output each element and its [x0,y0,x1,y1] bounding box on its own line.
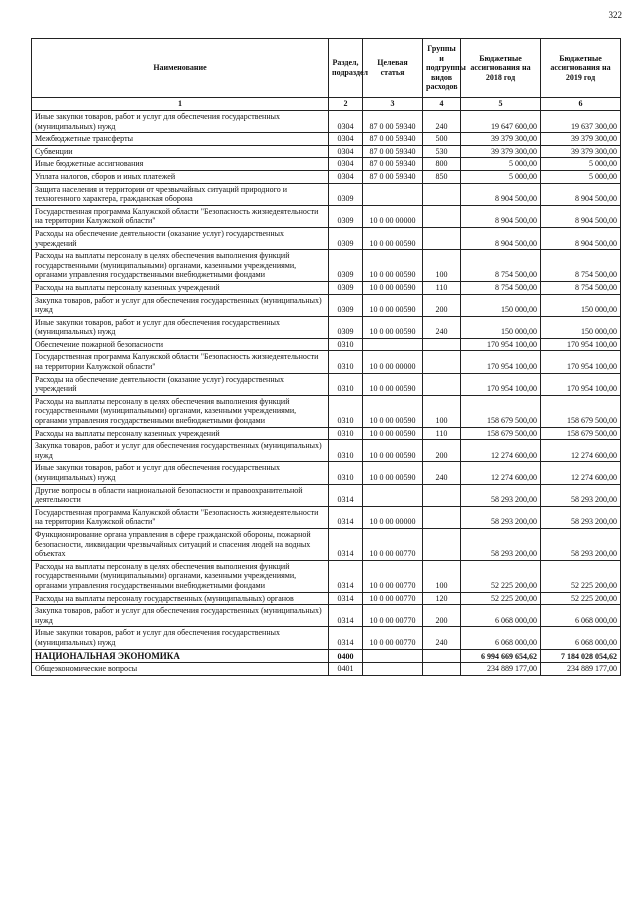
row-name: Расходы на обеспечение деятельности (оказание услуг) государственных учреждений [32,373,329,395]
row-target: 10 0 00 00590 [363,281,423,294]
row-name: Другие вопросы в области национальной безопасности и правоохранительной деятельности [32,484,329,506]
row-target [363,183,423,205]
row-budget-2018: 8 904 500,00 [461,205,541,227]
row-budget-2018: 5 000,00 [461,158,541,171]
row-name: Иные закупки товаров, работ и услуг для обеспечения государственных (муниципальных) нужд [32,627,329,649]
row-budget-2018: 6 994 669 654,62 [461,649,541,663]
row-group: 500 [423,133,461,146]
row-group [423,528,461,560]
table-row [32,205,621,227]
row-budget-2018: 8 904 500,00 [461,183,541,205]
row-target: 10 0 00 00770 [363,605,423,627]
row-budget-2018: 19 647 600,00 [461,111,541,133]
row-section: 0314 [329,506,363,528]
table-row [32,627,621,649]
table-row [32,605,621,627]
row-budget-2018: 170 954 100,00 [461,338,541,351]
row-budget-2019: 39 379 300,00 [541,145,621,158]
header-budget-2018: Бюджетные ассигнования на 2018 год [461,39,541,98]
row-budget-2018: 158 679 500,00 [461,395,541,427]
row-budget-2019: 7 184 028 054,62 [541,649,621,663]
row-budget-2018: 6 068 000,00 [461,627,541,649]
row-name: Защита населения и территории от чрезвычайных ситуаций природного и техногенного характера, гражданская оборона [32,183,329,205]
row-name: НАЦИОНАЛЬНАЯ ЭКОНОМИКА [32,649,329,663]
row-budget-2019: 170 954 100,00 [541,373,621,395]
row-group [423,205,461,227]
row-group: 110 [423,281,461,294]
row-section: 0309 [329,281,363,294]
row-name: Расходы на выплаты персоналу в целях обеспечения выполнения функций государственными (муниципальными) органами, казенными учреждениями, органами управления государственными внебюджетными фондами [32,250,329,282]
row-group: 240 [423,627,461,649]
row-group: 800 [423,158,461,171]
row-group [423,506,461,528]
table-row [32,440,621,462]
row-budget-2018: 170 954 100,00 [461,373,541,395]
row-section: 0314 [329,605,363,627]
row-budget-2018: 8 904 500,00 [461,227,541,249]
table-row [32,338,621,351]
row-target: 87 0 00 59340 [363,111,423,133]
row-target: 10 0 00 00000 [363,205,423,227]
row-budget-2018: 5 000,00 [461,170,541,183]
row-budget-2019: 234 889 177,00 [541,663,621,676]
row-section: 0309 [329,294,363,316]
row-budget-2019: 6 068 000,00 [541,605,621,627]
row-group [423,351,461,373]
table-row [32,462,621,484]
table-row [32,250,621,282]
row-section: 0309 [329,205,363,227]
row-name: Расходы на выплаты персоналу в целях обеспечения выполнения функций государственными (муниципальными) органами, казенными учреждениями, органами управления государственными внебюджетными фондами [32,395,329,427]
row-budget-2019: 58 293 200,00 [541,484,621,506]
table-row [32,528,621,560]
row-budget-2019: 158 679 500,00 [541,395,621,427]
row-budget-2018: 6 068 000,00 [461,605,541,627]
row-section: 0310 [329,440,363,462]
table-row [32,281,621,294]
row-name: Закупка товаров, работ и услуг для обеспечения государственных (муниципальных) нужд [32,294,329,316]
table-row [32,484,621,506]
row-budget-2019: 150 000,00 [541,294,621,316]
row-budget-2018: 52 225 200,00 [461,592,541,605]
row-budget-2019: 8 904 500,00 [541,183,621,205]
row-budget-2018: 150 000,00 [461,316,541,338]
table-row [32,395,621,427]
row-name: Иные закупки товаров, работ и услуг для обеспечения государственных (муниципальных) нужд [32,316,329,338]
row-target: 10 0 00 00590 [363,250,423,282]
row-target: 10 0 00 00590 [363,395,423,427]
row-group [423,649,461,663]
row-name: Межбюджетные трансферты [32,133,329,146]
row-target [363,484,423,506]
row-group: 200 [423,294,461,316]
row-group: 100 [423,560,461,592]
column-number-row [32,98,621,111]
row-budget-2019: 5 000,00 [541,158,621,171]
row-section: 0314 [329,592,363,605]
row-target: 10 0 00 00590 [363,316,423,338]
row-section: 0309 [329,227,363,249]
row-group [423,373,461,395]
row-section: 0304 [329,145,363,158]
header-group: Группы и подгруппы видов расходов [423,39,461,98]
row-budget-2018: 58 293 200,00 [461,506,541,528]
table-row [32,649,621,663]
row-group [423,338,461,351]
row-budget-2019: 170 954 100,00 [541,351,621,373]
row-budget-2018: 158 679 500,00 [461,427,541,440]
column-number: 1 [32,98,329,111]
table-row [32,294,621,316]
row-target: 87 0 00 59340 [363,158,423,171]
row-name: Субвенции [32,145,329,158]
row-budget-2019: 58 293 200,00 [541,506,621,528]
row-budget-2018: 39 379 300,00 [461,133,541,146]
row-group: 200 [423,440,461,462]
row-budget-2019: 12 274 600,00 [541,462,621,484]
row-budget-2018: 170 954 100,00 [461,351,541,373]
row-budget-2019: 8 754 500,00 [541,250,621,282]
table-row [32,170,621,183]
table-row [32,183,621,205]
row-group: 200 [423,605,461,627]
budget-table [31,38,621,676]
row-section: 0309 [329,316,363,338]
row-budget-2019: 52 225 200,00 [541,560,621,592]
row-budget-2019: 150 000,00 [541,316,621,338]
row-name: Расходы на выплаты персоналу казенных учреждений [32,281,329,294]
row-section: 0310 [329,395,363,427]
table-row [32,351,621,373]
row-budget-2018: 8 754 500,00 [461,281,541,294]
row-name: Государственная программа Калужской области "Безопасность жизнедеятельности на территории Калужской области" [32,506,329,528]
row-name: Обеспечение пожарной безопасности [32,338,329,351]
column-number: 4 [423,98,461,111]
table-row [32,111,621,133]
row-budget-2019: 5 000,00 [541,170,621,183]
row-name: Расходы на выплаты персоналу государственных (муниципальных) органов [32,592,329,605]
column-number: 5 [461,98,541,111]
row-target [363,338,423,351]
row-section: 0310 [329,351,363,373]
row-budget-2018: 58 293 200,00 [461,484,541,506]
row-budget-2019: 170 954 100,00 [541,338,621,351]
row-section: 0310 [329,338,363,351]
table-row [32,145,621,158]
row-section: 0310 [329,427,363,440]
table-row [32,592,621,605]
table-row [32,133,621,146]
row-section: 0314 [329,560,363,592]
row-group [423,227,461,249]
row-budget-2019: 58 293 200,00 [541,528,621,560]
row-group: 240 [423,316,461,338]
row-target: 10 0 00 00590 [363,427,423,440]
row-section: 0401 [329,663,363,676]
row-group: 120 [423,592,461,605]
row-budget-2019: 8 754 500,00 [541,281,621,294]
row-name: Иные закупки товаров, работ и услуг для обеспечения государственных (муниципальных) нужд [32,111,329,133]
row-budget-2018: 12 274 600,00 [461,462,541,484]
row-group: 850 [423,170,461,183]
row-target: 10 0 00 00590 [363,294,423,316]
row-name: Иные бюджетные ассигнования [32,158,329,171]
row-budget-2018: 150 000,00 [461,294,541,316]
row-group [423,663,461,676]
row-budget-2019: 158 679 500,00 [541,427,621,440]
table-row [32,158,621,171]
row-target: 87 0 00 59340 [363,133,423,146]
row-section: 0304 [329,170,363,183]
row-name: Уплата налогов, сборов и иных платежей [32,170,329,183]
table-header-row [32,39,621,98]
table-body [32,111,621,676]
header-target: Целевая статья [363,39,423,98]
row-target: 87 0 00 59340 [363,145,423,158]
row-section: 0304 [329,133,363,146]
row-target: 10 0 00 00000 [363,351,423,373]
row-section: 0400 [329,649,363,663]
table-row [32,663,621,676]
row-target: 10 0 00 00590 [363,440,423,462]
row-budget-2019: 39 379 300,00 [541,133,621,146]
table-row [32,227,621,249]
header-name: Наименование [32,39,329,98]
column-number: 3 [363,98,423,111]
row-budget-2018: 12 274 600,00 [461,440,541,462]
row-target: 10 0 00 00770 [363,592,423,605]
row-name: Закупка товаров, работ и услуг для обеспечения государственных (муниципальных) нужд [32,605,329,627]
row-group: 530 [423,145,461,158]
row-name: Расходы на выплаты персоналу в целях обеспечения выполнения функций государственными (муниципальными) органами, казенными учреждениями, органами управления государственными внебюджетными фондами [32,560,329,592]
row-name: Функционирование органа управления в сфере гражданской обороны, пожарной безопасности, ликвидации чрезвычайных ситуаций и спасения людей на водных объектах [32,528,329,560]
table-row [32,373,621,395]
header-budget-2019: Бюджетные ассигнования на 2019 год [541,39,621,98]
row-budget-2019: 6 068 000,00 [541,627,621,649]
row-budget-2018: 8 754 500,00 [461,250,541,282]
row-target: 10 0 00 00590 [363,227,423,249]
header-section: Раздел, подраздел [329,39,363,98]
row-budget-2018: 39 379 300,00 [461,145,541,158]
row-name: Общеэкономические вопросы [32,663,329,676]
row-group: 100 [423,395,461,427]
column-number: 6 [541,98,621,111]
row-budget-2019: 8 904 500,00 [541,227,621,249]
row-section: 0310 [329,462,363,484]
row-target [363,663,423,676]
row-name: Государственная программа Калужской области "Безопасность жизнедеятельности на территории Калужской области" [32,351,329,373]
row-group: 240 [423,111,461,133]
row-budget-2019: 52 225 200,00 [541,592,621,605]
table-row [32,316,621,338]
row-section: 0310 [329,373,363,395]
row-group [423,183,461,205]
row-target: 10 0 00 00000 [363,506,423,528]
table-row [32,427,621,440]
row-budget-2019: 19 637 300,00 [541,111,621,133]
column-number: 2 [329,98,363,111]
row-target: 10 0 00 00590 [363,462,423,484]
row-name: Государственная программа Калужской области "Безопасность жизнедеятельности на территории Калужской области" [32,205,329,227]
row-budget-2018: 52 225 200,00 [461,560,541,592]
row-target: 10 0 00 00590 [363,373,423,395]
row-group: 100 [423,250,461,282]
row-budget-2019: 8 904 500,00 [541,205,621,227]
row-section: 0309 [329,250,363,282]
row-name: Расходы на выплаты персоналу казенных учреждений [32,427,329,440]
row-section: 0314 [329,484,363,506]
row-section: 0314 [329,627,363,649]
row-section: 0304 [329,111,363,133]
row-name: Закупка товаров, работ и услуг для обеспечения государственных (муниципальных) нужд [32,440,329,462]
row-target: 10 0 00 00770 [363,560,423,592]
row-section: 0314 [329,528,363,560]
row-section: 0304 [329,158,363,171]
row-section: 0309 [329,183,363,205]
table-row [32,560,621,592]
row-budget-2019: 12 274 600,00 [541,440,621,462]
row-name: Расходы на обеспечение деятельности (оказание услуг) государственных учреждений [32,227,329,249]
page-number: 322 [608,10,622,20]
row-group: 240 [423,462,461,484]
row-target: 87 0 00 59340 [363,170,423,183]
row-target: 10 0 00 00770 [363,528,423,560]
row-name: Иные закупки товаров, работ и услуг для обеспечения государственных (муниципальных) нужд [32,462,329,484]
row-budget-2018: 234 889 177,00 [461,663,541,676]
table-row [32,506,621,528]
row-target: 10 0 00 00770 [363,627,423,649]
row-target [363,649,423,663]
row-budget-2018: 58 293 200,00 [461,528,541,560]
row-group [423,484,461,506]
row-group: 110 [423,427,461,440]
